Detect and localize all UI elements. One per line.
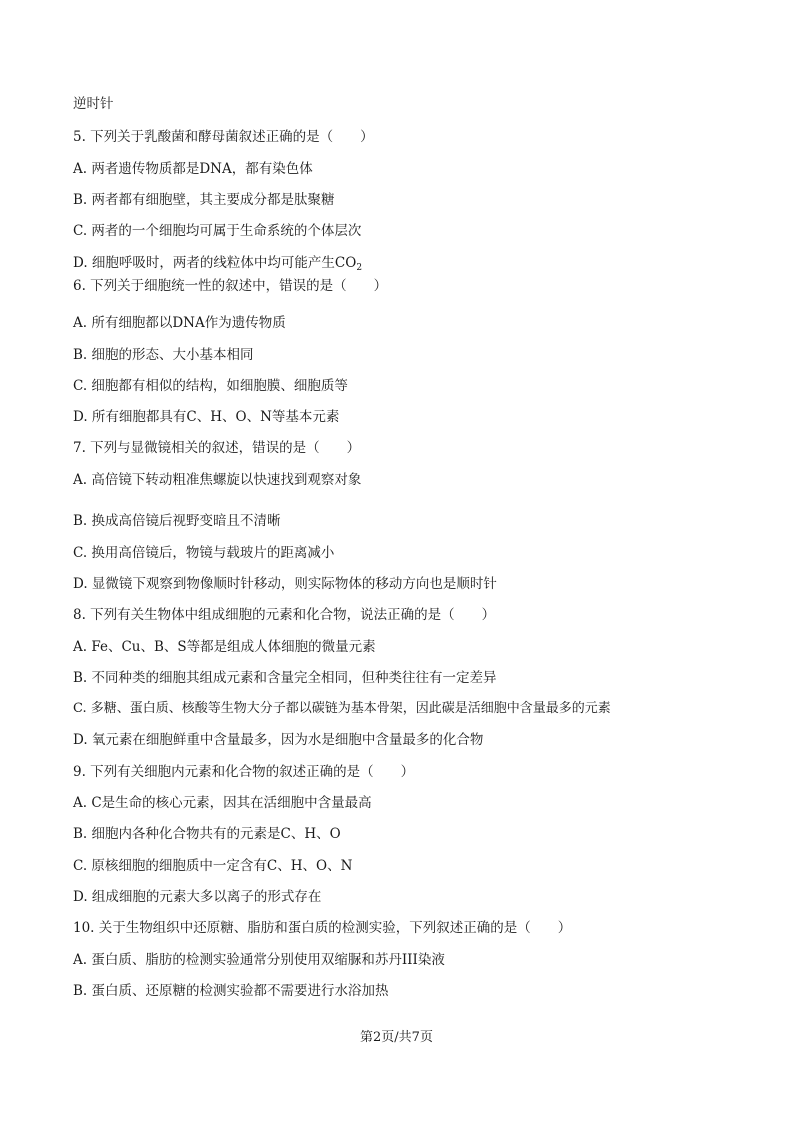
option-7a: A. 高倍镜下转动粗准焦螺旋以快速找到观察对象 bbox=[73, 472, 362, 488]
text-line: 逆时针 bbox=[73, 96, 114, 112]
option-5a: A. 两者遗传物质都是DNA，都有染色体 bbox=[73, 161, 313, 177]
option-7c: C. 换用高倍镜后，物镜与载玻片的距离减小 bbox=[73, 545, 335, 561]
question-9: 9. 下列有关细胞内元素和化合物的叙述正确的是（ ） bbox=[73, 764, 415, 780]
option-6a: A. 所有细胞都以DNA作为遗传物质 bbox=[73, 315, 286, 331]
option-9c: C. 原核细胞的细胞质中一定含有C、H、O、N bbox=[73, 858, 353, 874]
option-9a: A. C是生命的核心元素，因其在活细胞中含量最高 bbox=[73, 795, 372, 811]
option-7b: B. 换成高倍镜后视野变暗且不清晰 bbox=[73, 513, 281, 529]
option-8b: B. 不同种类的细胞其组成元素和含量完全相同，但种类往往有一定差异 bbox=[73, 670, 497, 686]
question-7: 7. 下列与显微镜相关的叙述，错误的是（ ） bbox=[73, 440, 361, 456]
question-5: 5. 下列关于乳酸菌和酵母菌叙述正确的是（ ） bbox=[73, 129, 374, 145]
question-6: 6. 下列关于细胞统一性的叙述中，错误的是（ ） bbox=[73, 278, 388, 294]
option-6d: D. 所有细胞都具有C、H、O、N等基本元素 bbox=[73, 409, 340, 425]
option-5c: C. 两者的一个细胞均可属于生命系统的个体层次 bbox=[73, 223, 362, 239]
option-6c: C. 细胞都有相似的结构，如细胞膜、细胞质等 bbox=[73, 378, 348, 394]
option-9d: D. 组成细胞的元素大多以离子的形式存在 bbox=[73, 889, 322, 905]
page-footer: 第2页/共7页 bbox=[360, 1030, 433, 1045]
option-5d-text: D. 细胞呼吸时，两者的线粒体中均可能产生CO bbox=[73, 255, 357, 271]
subscript-2: 2 bbox=[356, 263, 363, 273]
question-10: 10. 关于生物组织中还原糖、脂肪和蛋白质的检测实验，下列叙述正确的是（ ） bbox=[73, 920, 572, 936]
option-5d bbox=[73, 254, 362, 277]
option-6b: B. 细胞的形态、大小基本相同 bbox=[73, 347, 254, 363]
option-10b: B. 蛋白质、还原糖的检测实验都不需要进行水浴加热 bbox=[73, 983, 389, 999]
option-8c: C. 多糖、蛋白质、核酸等生物大分子都以碳链为基本骨架，因此碳是活细胞中含量最多的元素 bbox=[73, 701, 611, 716]
option-8d: D. 氧元素在细胞鲜重中含量最多，因为水是细胞中含量最多的化合物 bbox=[73, 732, 484, 748]
option-8a: A. Fe、Cu、B、S等都是组成人体细胞的微量元素 bbox=[73, 639, 376, 655]
option-7d: D. 显微镜下观察到物像顺时针移动，则实际物体的移动方向也是顺时针 bbox=[73, 576, 497, 592]
option-9b: B. 细胞内各种化合物共有的元素是C、H、O bbox=[73, 826, 341, 842]
option-10a: A. 蛋白质、脂肪的检测实验通常分别使用双缩脲和苏丹III染液 bbox=[73, 952, 445, 968]
option-5b: B. 两者都有细胞壁，其主要成分都是肽聚糖 bbox=[73, 192, 335, 208]
question-8: 8. 下列有关生物体中组成细胞的元素和化合物，说法正确的是（ ） bbox=[73, 607, 496, 623]
